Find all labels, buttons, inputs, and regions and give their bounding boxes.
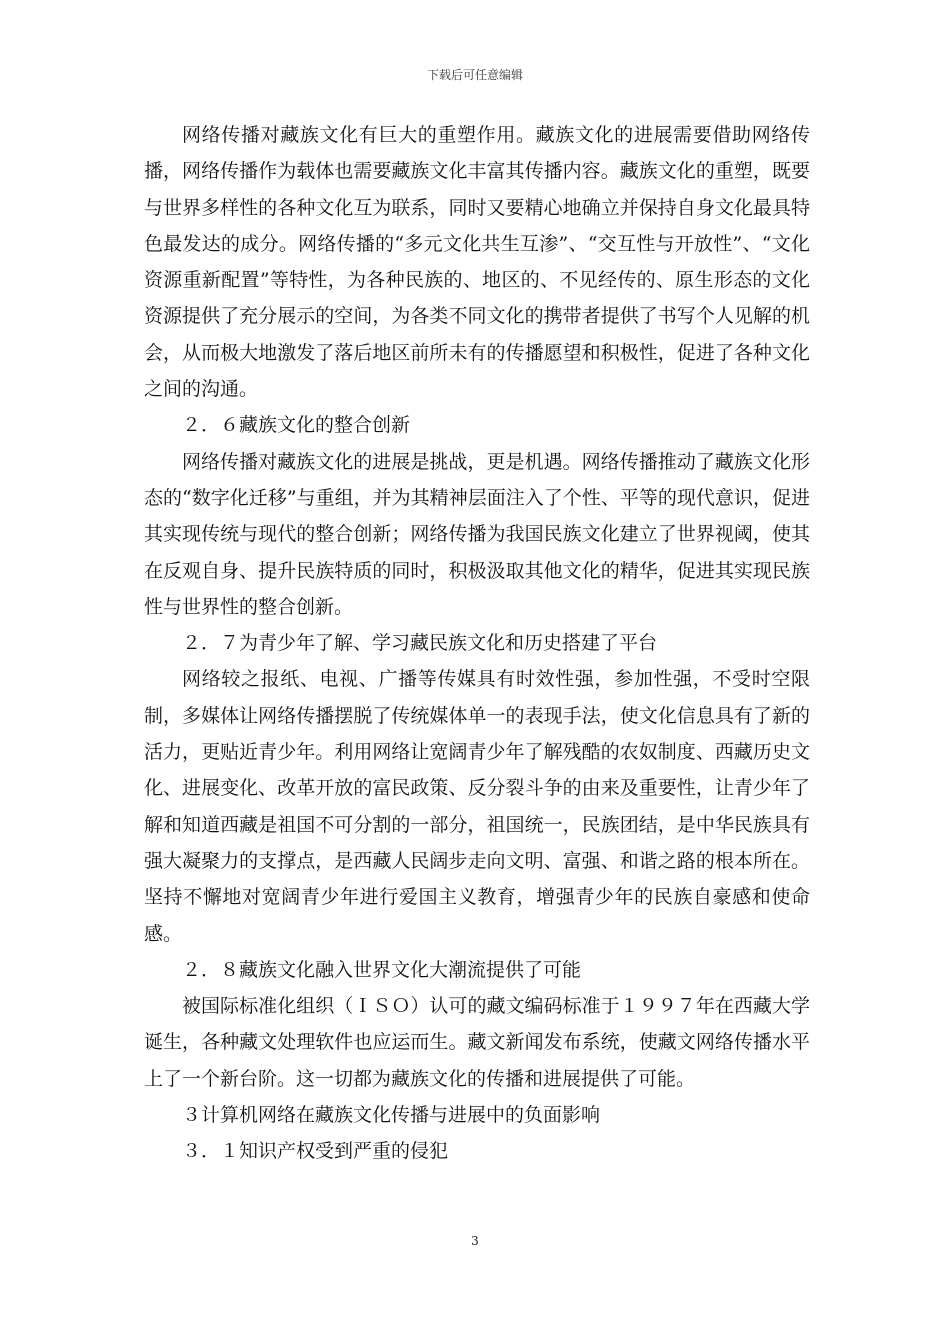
section-heading: ２．８藏族文化融入世界文化大潮流提供了可能: [182, 958, 582, 981]
page-header: 下载后可任意编辑: [426, 68, 523, 82]
section-heading: ２．６藏族文化的整合创新: [182, 414, 411, 437]
page-number: 3: [471, 1234, 479, 1248]
document-body: [144, 117, 810, 1170]
body-paragraph: 网络较之报纸、电视、广播等传媒具有时效性强，参加性强，不受时空限制，多媒体让网络传播摆脱了传统媒体单一的表现手法，使文化信息具有了新的活力，更贴近青少年。利用网络让宽阔青少年了解残酷的农奴制度、西藏历史文化、进展变化、改革开放的富民政策、反分裂斗争的由来及重要性，让青少年了解和知道西藏是祖国不可分割的一部分，祖国统一，民族团结，是中华民族具有强大凝聚力的支撑点，是西藏人民阔步走向文明、富强、和谐之路的根本所在。坚持不懈地对宽阔青少年进行爱国主义教育，增强青少年的民族自豪感和使命感。: [144, 668, 810, 945]
body-paragraph: 网络传播对藏族文化有巨大的重塑作用。藏族文化的进展需要借助网络传播，网络传播作为载体也需要藏族文化丰富其传播内容。藏族文化的重塑，既要与世界多样性的各种文化互为联系，同时又要精心地确立并保持自身文化最具特色最发达的成分。网络传播的“多元文化共生互渗”、“交互性与开放性”、“文化资源重新配置”等特性，为各种民族的、地区的、不见经传的、原生形态的文化资源提供了充分展示的空间，为各类不同文化的携带者提供了书写个人见解的机会，从而极大地激发了落后地区前所未有的传播愿望和积极性，促进了各种文化之间的沟通。: [144, 124, 810, 401]
section-heading: ３计算机网络在藏族文化传播与进展中的负面影响: [182, 1104, 601, 1127]
body-paragraph: 网络传播对藏族文化的进展是挑战，更是机遇。网络传播推动了藏族文化形态的“数字化迁移”与重组，并为其精神层面注入了个性、平等的现代意识，促进其实现传统与现代的整合创新；网络传播为我国民族文化建立了世界视阈，使其在反观自身、提升民族特质的同时，积极汲取其他文化的精华，促进其实现民族性与世界性的整合创新。: [144, 450, 810, 618]
section-heading: ２．７为青少年了解、学习藏民族文化和历史搭建了平台: [182, 632, 658, 655]
section-heading: ３．１知识产权受到严重的侵犯: [182, 1140, 449, 1163]
body-paragraph: 被国际标准化组织（ＩＳＯ）认可的藏文编码标准于１９９７年在西藏大学诞生，各种藏文处理软件也应运而生。藏文新闻发布系统，使藏文网络传播水平上了一个新台阶。这一切都为藏族文化的传播和进展提供了可能。: [144, 995, 810, 1090]
